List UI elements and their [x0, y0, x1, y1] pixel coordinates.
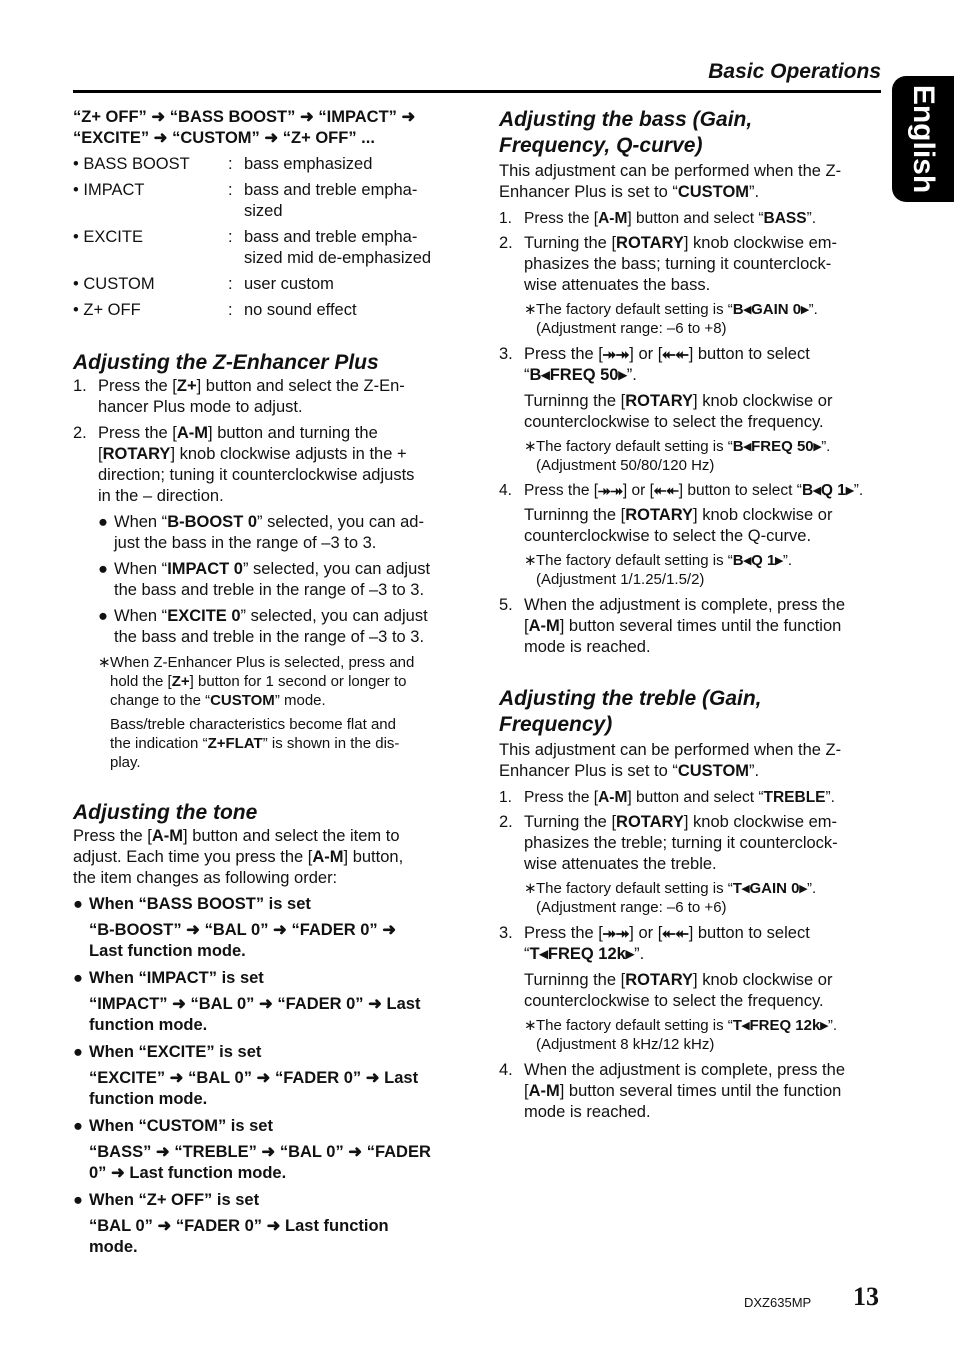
step-item: 2. Press the [A-M] button and turning the [ROTARY] knob clockwise adjusts in the + direction; tuning it counterclockwise adjusts in the – direction. [73, 424, 415, 505]
step-item: 1. Press the [A-M] button and select “BASS”. [499, 210, 817, 227]
language-label: English [907, 84, 940, 194]
step-item: 3. Press the [⯮⯮] or [⯬⯬] button to select “B◂FREQ 50▸”. [499, 345, 810, 384]
page-header [73, 58, 881, 93]
step-item: 4. When the adjustment is complete, press the [A-M] button several times until the function mode is reached. [499, 1061, 845, 1121]
note-item: ∗ The factory default setting is “B◂GAIN 0▸”. (Adjustment range: –6 to +8) [524, 301, 818, 337]
next-button-icon: ⯮⯮ [602, 345, 630, 363]
definition-row: • EXCITE : bass and treble empha- sized mid de-emphasized [73, 228, 432, 267]
tone-order-body: “BAL 0” ➜ “FADER 0” ➜ Last function mode. [89, 1217, 389, 1256]
note-item: Bass/treble characteristics become flat and the indication “Z+FLAT” is shown in the dis- play. [110, 716, 400, 771]
heading-treble: Adjusting the treble (Gain, Frequency) [499, 687, 762, 736]
tone-order-head: ● When “CUSTOM” is set [73, 1117, 273, 1135]
right-column [499, 107, 874, 1123]
tone-order-body: “BASS” ➜ “TREBLE” ➜ “BAL 0” ➜ “FADER 0” ➜ Last function mode. [89, 1143, 431, 1182]
bass-intro: This adjustment can be performed when the Z- Enhancer Plus is set to “CUSTOM”. [499, 162, 842, 201]
left-column [73, 107, 455, 1258]
tone-order-head: ● When “EXCITE” is set [73, 1043, 262, 1061]
bullet-item: ● When “EXCITE 0” selected, you can adjust the bass and treble in the range of –3 to 3. [98, 607, 428, 646]
bullet-item: ● When “IMPACT 0” selected, you can adjust the bass and treble in the range of –3 to 3. [98, 560, 431, 599]
step-detail: Turninng the [ROTARY] knob clockwise or counterclockwise to select the frequency. [524, 971, 833, 1010]
prev-button-icon: ⯬⯬ [662, 345, 689, 363]
tone-order-body: “EXCITE” ➜ “BAL 0” ➜ “FADER 0” ➜ Last function mode. [89, 1069, 419, 1108]
tone-order-head: ● When “Z+ OFF” is set [73, 1191, 260, 1209]
definition-row: • Z+ OFF : no sound effect [73, 301, 357, 319]
step-item: 2. Turning the [ROTARY] knob clockwise em- phasizes the treble; turning it counterclock- wise attenuates the treble. [499, 813, 838, 873]
tone-intro: Press the [A-M] button and select the item to adjust. Each time you press the [A-M] button, the item changes as following order: [73, 827, 404, 887]
heading-tone: Adjusting the tone [73, 801, 258, 824]
tone-order-body: “IMPACT” ➜ “BAL 0” ➜ “FADER 0” ➜ Last function mode. [89, 995, 421, 1034]
step-detail: Turninng the [ROTARY] knob clockwise or counterclockwise to select the frequency. [524, 392, 833, 431]
step-detail: Turninng the [ROTARY] knob clockwise or counterclockwise to select the Q-curve. [524, 506, 833, 545]
model-number: DXZ635MP [744, 1295, 812, 1310]
note-item: ∗ The factory default setting is “B◂FREQ 50▸”. (Adjustment 50/80/120 Hz) [524, 438, 831, 474]
section-title: Basic Operations [708, 60, 881, 83]
tone-order-body: “B-BOOST” ➜ “BAL 0” ➜ “FADER 0” ➜ Last function mode. [89, 921, 397, 960]
note-item: ∗ When Z-Enhancer Plus is selected, press and hold the [Z+] button for 1 second or longer to change to the “CUSTOM” mode. [98, 654, 415, 709]
mode-definitions [73, 154, 455, 321]
mode-order-line: “Z+ OFF” ➜ “BASS BOOST” ➜ “IMPACT” ➜ [73, 108, 416, 126]
next-button-icon: ⯮⯮ [602, 924, 630, 942]
heading-z-enhancer: Adjusting the Z-Enhancer Plus [73, 351, 379, 374]
page-number: 13 [853, 1282, 879, 1311]
mode-order-line: “EXCITE” ➜ “CUSTOM” ➜ “Z+ OFF” ... [73, 129, 375, 147]
step-item: 1. Press the [Z+] button and select the Z-En- hancer Plus mode to adjust. [73, 377, 405, 416]
treble-intro: This adjustment can be performed when the Z- Enhancer Plus is set to “CUSTOM”. [499, 741, 842, 780]
next-button-icon: ⯮⯮ [598, 482, 623, 499]
step-item: 5. When the adjustment is complete, press the [A-M] button several times until the function mode is reached. [499, 596, 845, 656]
heading-bass: Adjusting the bass (Gain, Frequency, Q-curve) [499, 108, 753, 157]
note-item: ∗ The factory default setting is “B◂Q 1▸”. (Adjustment 1/1.25/1.5/2) [524, 552, 793, 588]
note-item: ∗ The factory default setting is “T◂GAIN 0▸”. (Adjustment range: –6 to +6) [524, 880, 817, 916]
step-item: 3. Press the [⯮⯮] or [⯬⯬] button to select “T◂FREQ 12k▸”. [499, 924, 810, 963]
note-item: ∗ The factory default setting is “T◂FREQ 12k▸”. (Adjustment 8 kHz/12 kHz) [524, 1017, 838, 1053]
step-item: 4. Press the [⯮⯮] or [⯬⯬] button to select “B◂Q 1▸”. [499, 482, 864, 499]
tone-order-list [73, 894, 455, 1258]
prev-button-icon: ⯬⯬ [662, 924, 689, 942]
mode-order [73, 107, 455, 149]
bullet-item: ● When “B-BOOST 0” selected, you can ad- just the bass in the range of –3 to 3. [98, 513, 424, 552]
tone-order-head: ● When “BASS BOOST” is set [73, 895, 311, 913]
definition-row: • BASS BOOST : bass emphasized [73, 155, 373, 173]
definition-row: • IMPACT : bass and treble empha- sized [73, 181, 418, 220]
prev-button-icon: ⯬⯬ [653, 482, 679, 499]
step-item: 2. Turning the [ROTARY] knob clockwise em- phasizes the bass; turning it counterclock- wise attenuates the bass. [499, 234, 838, 294]
step-item: 1. Press the [A-M] button and select “TREBLE”. [499, 789, 835, 806]
language-tab [892, 76, 954, 202]
definition-row: • CUSTOM : user custom [73, 275, 334, 293]
tone-order-head: ● When “IMPACT” is set [73, 969, 264, 987]
